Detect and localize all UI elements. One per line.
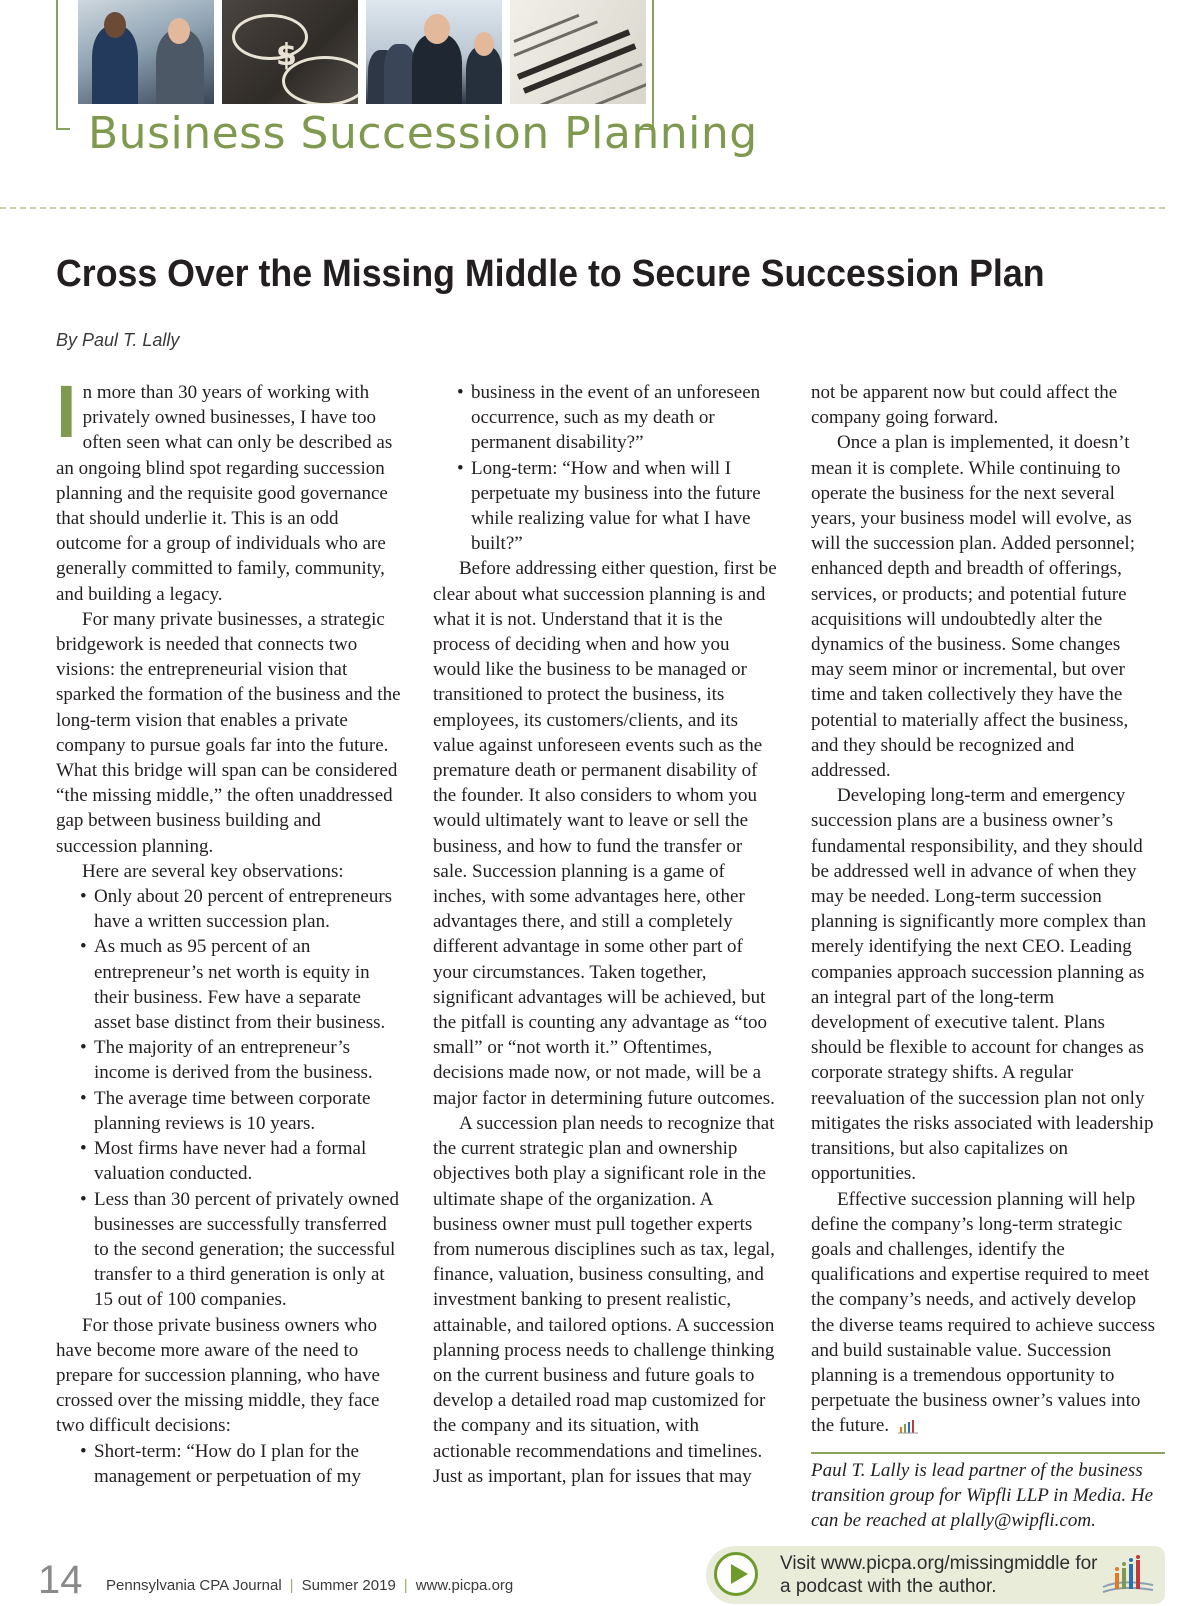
business-for-sale-newspaper-photo bbox=[510, 0, 646, 104]
podcast-description: a podcast with the author. bbox=[780, 1576, 997, 1597]
play-icon[interactable] bbox=[714, 1552, 758, 1596]
byline: By Paul T. Lally bbox=[56, 330, 180, 350]
handshake-photo bbox=[78, 0, 214, 104]
business-team-photo bbox=[366, 0, 502, 104]
bio-divider bbox=[811, 1452, 1165, 1454]
list-item: • Only about 20 percent of entrepreneurs have a written succession plan. bbox=[94, 884, 401, 934]
decisions-list-continued bbox=[433, 380, 778, 556]
separator: | bbox=[289, 1577, 294, 1594]
separator: | bbox=[403, 1577, 408, 1594]
podcast-link-line[interactable]: Visit www.picpa.org/missingmiddle for bbox=[780, 1553, 1098, 1574]
article-column-3 bbox=[811, 380, 1156, 1439]
decisions-list bbox=[56, 1439, 401, 1489]
page-number: 14 bbox=[38, 1558, 83, 1602]
list-item: • Less than 30 percent of privately owned businesses are successfully transferred to the second generation; the successful transfer to a third generation is only at 15 out of 100 companies. bbox=[94, 1187, 401, 1313]
header-photo-strip bbox=[78, 0, 646, 104]
closing-paragraph: Effective succession planning will help define the company’s long-term strategic goals and challenges, identify the qualifications and expertise required to meet the company’s needs, and actively develop the diverse teams required to achieve success and build sustainable value. Succession planning is a tremendous opportunity to perpetuate the business owner’s values into the future. bbox=[811, 1188, 1155, 1437]
list-item-continued: • business in the event of an unforeseen occurrence, such as my death or permanent disability?” bbox=[471, 380, 778, 456]
footer-website-link[interactable]: www.picpa.org bbox=[415, 1577, 514, 1594]
paragraph: Developing long-term and emergency succession plans are a business owner’s fundamental responsibility, and they should be addressed well in advance of when they may be needed. Long-term succession planning is significantly more complex than merely identifying the next CEO. Leading companies approach succession planning as an integral part of the long-term development of executive talent. Plans should be flexible to account for changes as corporate strategy shifts. A regular reevaluation of the succession plan not only mitigates the risks associated with leadership transitions, but also capitalizes on opportunities. bbox=[811, 785, 1154, 1185]
issue-date: Summer 2019 bbox=[301, 1577, 396, 1594]
title-bracket-left bbox=[56, 0, 70, 130]
list-item: • The average time between corporate planning reviews is 10 years. bbox=[94, 1086, 401, 1136]
paragraph: For those private business owners who have become more aware of the need to prepare for succession planning, who have crossed over the missing middle, they face two difficult decisions: bbox=[56, 1314, 380, 1437]
dollar-sign-icon: $ bbox=[276, 38, 297, 73]
paragraph-continued: not be apparent now but could affect the company going forward. bbox=[811, 382, 1118, 429]
paragraph: Once a plan is implemented, it doesn’t mean it is complete. While continuing to operate the business for the next several years, your business model will evolve, as will the succession plan. Added personnel; enhanced depth and breadth of offerings, services, or products; and potential future acquisitions will undoubtedly alter the dynamics of the business. Some changes may seem minor or incremental, but over time and taken collectively they have the potential to materially affect the business, and they should be recognized and addressed. bbox=[811, 432, 1135, 782]
observations-list bbox=[56, 884, 401, 1312]
list-item: • The majority of an entrepreneur’s income is derived from the business. bbox=[94, 1035, 401, 1085]
journal-name: Pennsylvania CPA Journal bbox=[106, 1577, 282, 1594]
paragraph: For many private businesses, a strategic bridgework is needed that connects two visions: the entrepreneurial vision that sparked the formation of the business and the long-term vision that enables a private company to pursue goals far into the future. What this bridge will span can be considered “the missing middle,” the often unaddressed gap between business building and succession planning. bbox=[56, 608, 401, 857]
article-end-icon bbox=[897, 1419, 919, 1435]
intro-paragraph: In more than 30 years of working with privately owned businesses, I have too often seen what can only be described as an ongoing blind spot regarding succession planning and the requisite good governance that should underlie it. This is an odd outcome for a group of individuals who are generally committed to family, community, and building a legacy. bbox=[56, 370, 393, 605]
podcast-callout[interactable] bbox=[706, 1546, 1165, 1604]
list-item: • Most firms have never had a formal valuation conducted. bbox=[94, 1136, 401, 1186]
rope-dollar-photo bbox=[222, 0, 358, 104]
picpa-logo-icon bbox=[1101, 1555, 1155, 1597]
article-headline: Cross Over the Missing Middle to Secure Succession Plan bbox=[56, 253, 1045, 295]
author-bio: Paul T. Lally is lead partner of the business transition group for Wipfli LLP in Media. He can be reached at plally@wipfli.com. bbox=[811, 1460, 1154, 1532]
article-column-1 bbox=[56, 370, 401, 1489]
section-title: Business Succession Planning bbox=[88, 108, 758, 159]
paragraph: A succession plan needs to recognize that the current strategic plan and ownership objectives both play a significant role in the ultimate shape of the organization. A business owner must pull together experts from numerous disciplines such as tax, legal, finance, valuation, business consulting, and investment banking to present realistic, attainable, and tailored options. A succession planning process needs to challenge thinking on the current business and future goals to develop a detailed road map customized for the company and its situation, with actionable recommendations and timelines. Just as important, plan for issues that may bbox=[433, 1112, 775, 1487]
list-item: • Long-term: “How and when will I perpetuate my business into the future while realizing value for what I have built?” bbox=[471, 456, 778, 557]
list-item: • As much as 95 percent of an entrepreneur’s net worth is equity in their business. Few have a separate asset base distinct from their business. bbox=[94, 934, 401, 1035]
article-column-2 bbox=[433, 380, 778, 1489]
drop-cap: I bbox=[56, 370, 77, 453]
dashed-divider bbox=[0, 207, 1165, 209]
footer-publication-info bbox=[106, 1577, 513, 1594]
podcast-text bbox=[780, 1552, 1098, 1598]
list-item: • Short-term: “How do I plan for the management or perpetuation of my bbox=[94, 1439, 401, 1489]
paragraph: Before addressing either question, first be clear about what succession planning is and what it is not. Understand that it is the process of deciding when and how you would like the business to be managed or transitioned to protect the business, its employees, its customers/clients, and its value against unforeseen events such as the premature death or permanent disability of the founder. It also considers to whom you would ultimately want to leave or sell the business, and how to fund the transfer or sale. Succession planning is a game of inches, with some advantages here, other advantages there, and still a completely different advantage in some other part of your circumstances. Taken together, significant advantages will be achieved, but the pitfall is counting any advantage as “too small” or “not worth it.” Oftentimes, decisions made now, or not made, will be a major factor in determining future outcomes. bbox=[433, 558, 777, 1109]
paragraph: Here are several key observations: bbox=[82, 860, 344, 882]
